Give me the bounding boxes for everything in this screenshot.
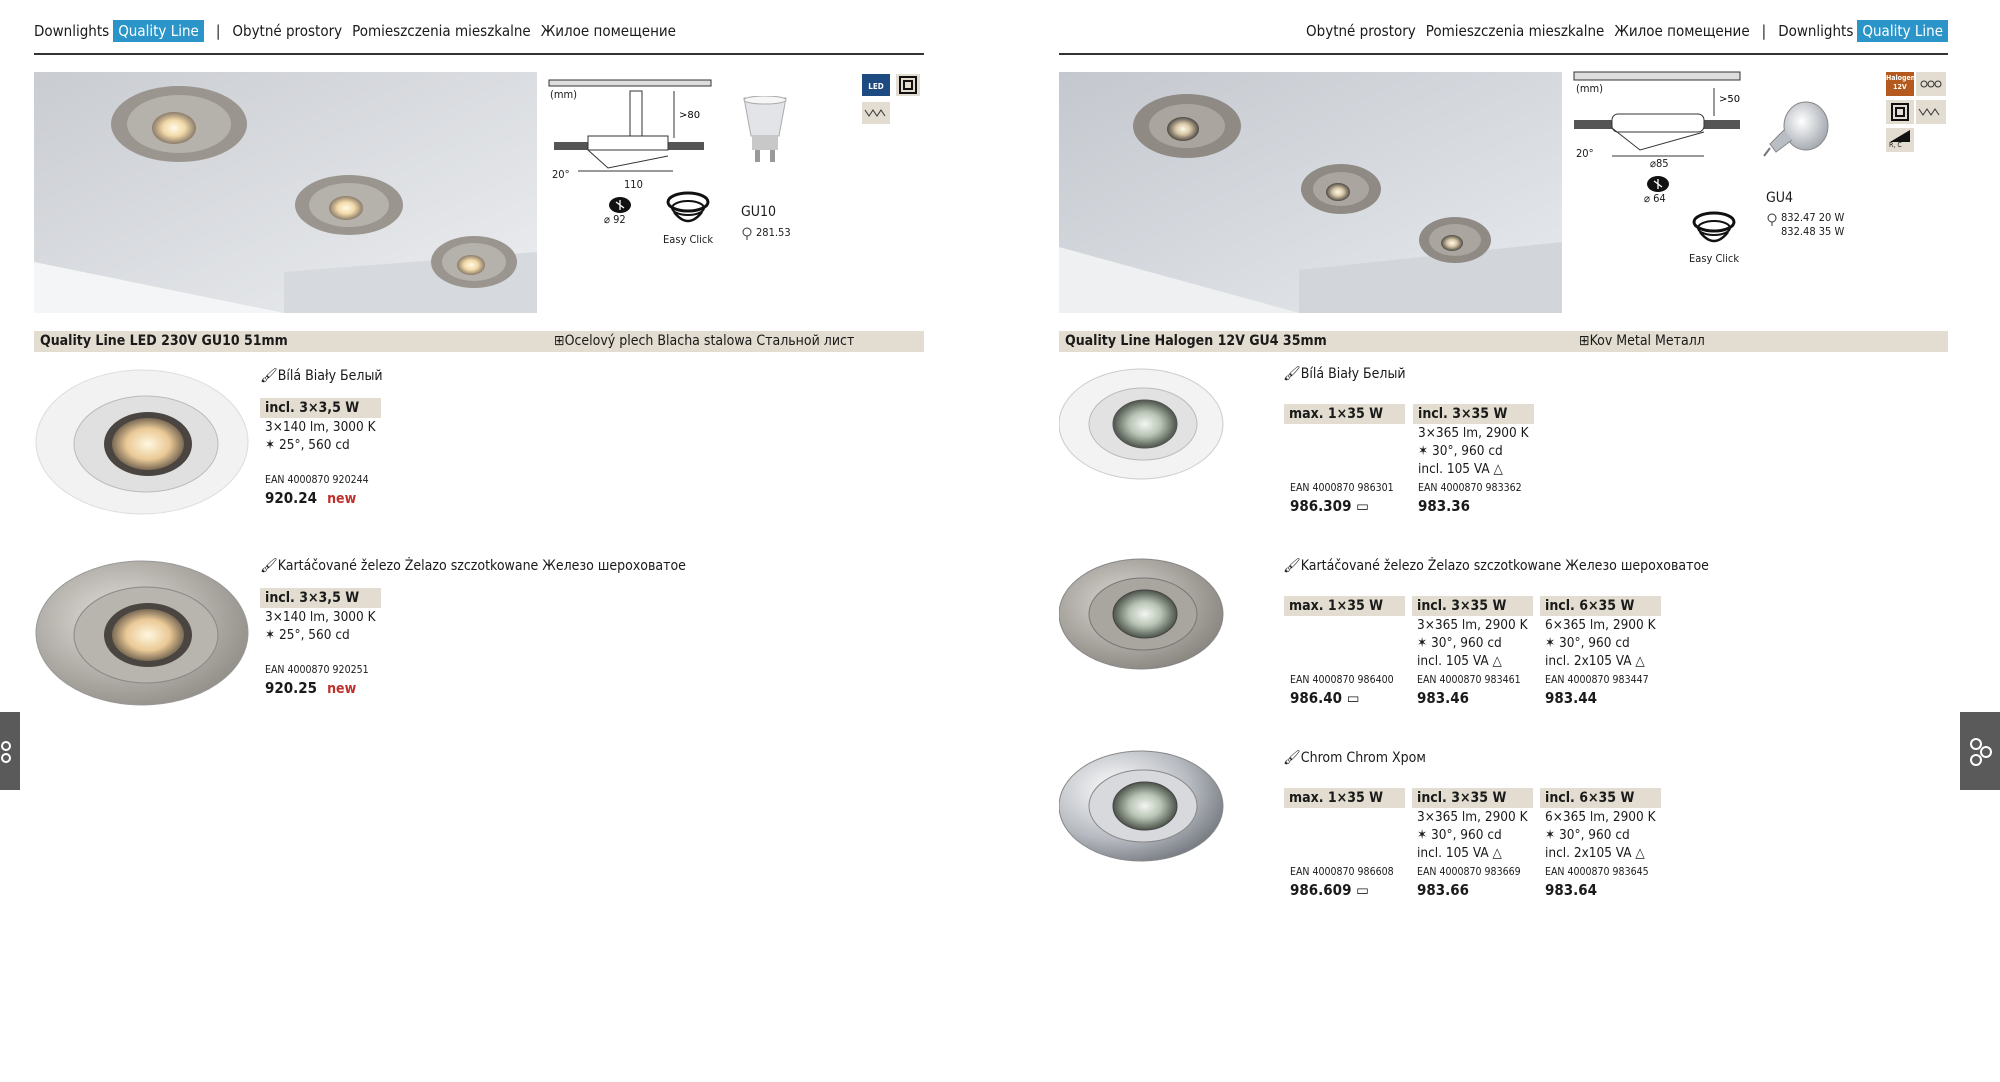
beam-spec: ✶ 30°, 960 cd — [1417, 635, 1502, 651]
wattage-label: incl. 3×35 W — [1413, 404, 1534, 424]
recessed-light-2 — [295, 175, 403, 235]
colour-label: 🖌Bílá Biały Белый — [260, 368, 383, 384]
colour-label: 🖌Chrom Chrom Хром — [1283, 750, 1426, 766]
ean-code: EAN 4000870 983447 — [1545, 674, 1649, 686]
dimmable-icon: R, C — [1886, 128, 1914, 152]
beam-spec: ✶ 25°, 560 cd — [265, 627, 350, 643]
ean-code: EAN 4000870 983461 — [1417, 674, 1521, 686]
colour-label: 🖌Kartáčované železo Żelazo szczotkowane Железо шероховатое — [1283, 558, 1709, 574]
product-image-brushed-halogen — [1059, 558, 1225, 674]
ean-code: EAN 4000870 986301 — [1290, 482, 1394, 494]
easy-click-icon — [664, 188, 712, 236]
transformer-plug-icon: ▭ — [1351, 881, 1369, 899]
breadcrumb-separator: | — [1761, 22, 1767, 40]
recessed-light-3 — [431, 236, 517, 288]
material-grid-icon: ⊞ — [554, 333, 565, 349]
protection-class-icon — [1886, 100, 1914, 124]
article-number[interactable]: 983.64 — [1545, 881, 1598, 899]
beam-angle-icon: ✶ — [265, 437, 280, 453]
diagram-cutout: ⌀ 64 — [1644, 192, 1666, 205]
breadcrumb-ru: Жилое помещение — [540, 22, 676, 40]
ean-code: EAN 4000870 920244 — [265, 474, 369, 486]
beam-angle-icon: ✶ — [1417, 635, 1432, 651]
socket-gu10: GU10 — [741, 204, 777, 220]
recessed-light-2 — [1301, 164, 1381, 214]
wattage-label: incl. 3×35 W — [1412, 788, 1533, 808]
protection-class-icon — [896, 74, 920, 96]
article-number[interactable]: 986.40 ▭ — [1290, 689, 1360, 707]
ambience-photo-led — [34, 72, 537, 313]
diagram-unit: (mm) — [550, 88, 578, 101]
beam-angle-icon: ✶ — [265, 627, 280, 643]
article-number[interactable]: 986.309 ▭ — [1290, 497, 1369, 515]
easy-click-label: Easy Click — [663, 233, 714, 246]
beam-spec: ✶ 25°, 560 cd — [265, 437, 350, 453]
breadcrumb-pl: Pomieszczenia mieszkalne — [1425, 22, 1605, 40]
lumen-spec: 6×365 lm, 2900 K — [1545, 809, 1656, 825]
wattage-label: max. 1×35 W — [1284, 404, 1405, 424]
transformer-icon: △ — [1488, 845, 1502, 861]
transformer-spec: incl. 105 VA △ — [1417, 653, 1502, 669]
easy-click-icon — [1690, 208, 1738, 256]
breadcrumb-category[interactable]: Downlights — [34, 22, 110, 40]
product-image-chrome-halogen — [1059, 750, 1225, 866]
beam-spec: ✶ 30°, 960 cd — [1545, 827, 1630, 843]
colour-icon: 🖌 — [260, 368, 278, 384]
mounting-surface-icon — [1916, 100, 1946, 124]
new-badge: new — [327, 681, 357, 697]
article-number[interactable]: 986.609 ▭ — [1290, 881, 1369, 899]
colour-icon: 🖌 — [260, 558, 278, 574]
breadcrumb-left — [34, 20, 676, 42]
svg-text:>80: >80 — [679, 110, 701, 121]
transformer-icon: △ — [1489, 461, 1503, 477]
lumen-spec: 3×140 lm, 3000 K — [265, 609, 376, 625]
wattage-label: incl. 3×35 W — [1412, 596, 1533, 616]
transformer-plug-icon: ▭ — [1351, 497, 1369, 515]
transformer-spec: incl. 105 VA △ — [1418, 461, 1503, 477]
header-rule-left — [34, 53, 924, 55]
colour-icon: 🖌 — [1283, 366, 1301, 382]
product-image-white-led — [34, 368, 250, 520]
product-family-title: Quality Line LED 230V GU10 51mm — [40, 333, 288, 349]
transformer-icon: △ — [1631, 845, 1645, 861]
diagram-unit: (mm) — [1576, 82, 1604, 95]
article-number[interactable]: 983.46 — [1417, 689, 1470, 707]
breadcrumb-product-line[interactable]: Quality Line — [113, 20, 204, 42]
beam-spec: ✶ 30°, 960 cd — [1545, 635, 1630, 651]
wattage-label: incl. 6×35 W — [1540, 788, 1661, 808]
colour-label: 🖌Bílá Biały Белый — [1283, 366, 1406, 382]
gu4-lamp-image — [1762, 100, 1834, 164]
lumen-spec: 3×140 lm, 3000 K — [265, 419, 376, 435]
colour-icon: 🖌 — [1283, 750, 1301, 766]
material-grid-icon: ⊞ — [1579, 333, 1590, 349]
breadcrumb-cz: Obytné prostory — [1306, 22, 1416, 40]
section-tab-right[interactable] — [1960, 712, 2000, 790]
article-number[interactable]: 983.44 — [1545, 689, 1598, 707]
lamp-article: 281.53 — [756, 226, 791, 239]
mounting-surface-icon — [862, 102, 890, 124]
article-number[interactable]: 983.36 — [1418, 497, 1471, 515]
svg-text:>50: >50 — [1719, 94, 1741, 105]
transformer-icon: △ — [1631, 653, 1645, 669]
transformer-spec: incl. 2x105 VA △ — [1545, 845, 1645, 861]
socket-gu4: GU4 — [1766, 190, 1793, 206]
diagram-angle: 20° — [1576, 147, 1594, 160]
transformer-chain-icon — [1916, 72, 1946, 96]
new-badge: new — [327, 491, 357, 507]
lamp-article-20w: 832.47 20 W — [1781, 211, 1845, 224]
recessed-light-3 — [1419, 217, 1491, 263]
wattage-label: incl. 3×3,5 W — [260, 588, 381, 608]
product-family-title: Quality Line Halogen 12V GU4 35mm — [1065, 333, 1327, 349]
breadcrumb-category[interactable]: Downlights — [1778, 22, 1854, 40]
wattage-label: incl. 3×3,5 W — [260, 398, 381, 418]
article-number[interactable]: 920.24 new — [265, 489, 357, 507]
lumen-spec: 3×365 lm, 2900 K — [1417, 809, 1528, 825]
product-image-white-halogen — [1059, 368, 1225, 484]
diagram-width: 110 — [624, 178, 643, 191]
lamp-article-35w: 832.48 35 W — [1781, 225, 1845, 238]
product-image-brushed-led — [34, 558, 250, 712]
header-rule-right — [1059, 53, 1948, 55]
article-number[interactable]: 920.25 new — [265, 679, 357, 697]
material-label: ⊞Ocelový plech Blacha stalowa Стальной лист — [554, 333, 855, 349]
ean-code: EAN 4000870 983362 — [1418, 482, 1522, 494]
ean-code: EAN 4000870 983669 — [1417, 866, 1521, 878]
breadcrumb-product-line[interactable]: Quality Line — [1857, 20, 1948, 42]
beam-angle-icon: ✶ — [1545, 827, 1560, 843]
breadcrumb-separator: | — [215, 22, 221, 40]
product-band-halogen — [1059, 331, 1948, 352]
material-label: ⊞Kov Metal Металл — [1579, 333, 1705, 349]
ambience-photo-halogen — [1059, 72, 1562, 313]
led-badge-icon: LED — [862, 74, 890, 96]
recessed-light-1 — [111, 86, 247, 162]
ean-code: EAN 4000870 920251 — [265, 664, 369, 676]
colour-icon: 🖌 — [1283, 558, 1301, 574]
transformer-icon: △ — [1488, 653, 1502, 669]
gu10-lamp-image — [742, 96, 788, 172]
product-band-led — [34, 331, 924, 352]
diagram-angle: 20° — [552, 168, 570, 181]
lumen-spec: 3×365 lm, 2900 K — [1417, 617, 1528, 633]
bulb-icon — [1766, 212, 1778, 231]
recessed-light-1 — [1133, 94, 1241, 158]
wattage-label: incl. 6×35 W — [1540, 596, 1661, 616]
beam-angle-icon: ✶ — [1545, 635, 1560, 651]
easy-click-label: Easy Click — [1689, 252, 1740, 265]
article-number[interactable]: 983.66 — [1417, 881, 1470, 899]
transformer-plug-icon: ▭ — [1342, 689, 1360, 707]
ean-code: EAN 4000870 983645 — [1545, 866, 1649, 878]
wattage-label: max. 1×35 W — [1284, 596, 1405, 616]
colour-label: 🖌Kartáčované železo Żelazo szczotkowane Железо шероховатое — [260, 558, 686, 574]
ean-code: EAN 4000870 986400 — [1290, 674, 1394, 686]
section-tab-left[interactable] — [0, 712, 20, 790]
diagram-width: ⌀85 — [1650, 157, 1669, 170]
beam-spec: ✶ 30°, 960 cd — [1418, 443, 1503, 459]
breadcrumb-cz: Obytné prostory — [232, 22, 343, 40]
ean-code: EAN 4000870 986608 — [1290, 866, 1394, 878]
diagram-cutout: ⌀ 92 — [604, 213, 626, 226]
wattage-label: max. 1×35 W — [1284, 788, 1405, 808]
transformer-spec: incl. 105 VA △ — [1417, 845, 1502, 861]
beam-angle-icon: ✶ — [1417, 827, 1432, 843]
breadcrumb-right — [1306, 20, 1948, 42]
breadcrumb-pl: Pomieszczenia mieszkalne — [352, 22, 531, 40]
halogen-badge-icon: Halogen 12V — [1886, 72, 1914, 96]
bulb-icon — [741, 226, 753, 245]
lumen-spec: 6×365 lm, 2900 K — [1545, 617, 1656, 633]
transformer-spec: incl. 2x105 VA △ — [1545, 653, 1645, 669]
beam-spec: ✶ 30°, 960 cd — [1417, 827, 1502, 843]
breadcrumb-ru: Жилое помещение — [1614, 22, 1750, 40]
beam-angle-icon: ✶ — [1418, 443, 1433, 459]
lumen-spec: 3×365 lm, 2900 K — [1418, 425, 1529, 441]
